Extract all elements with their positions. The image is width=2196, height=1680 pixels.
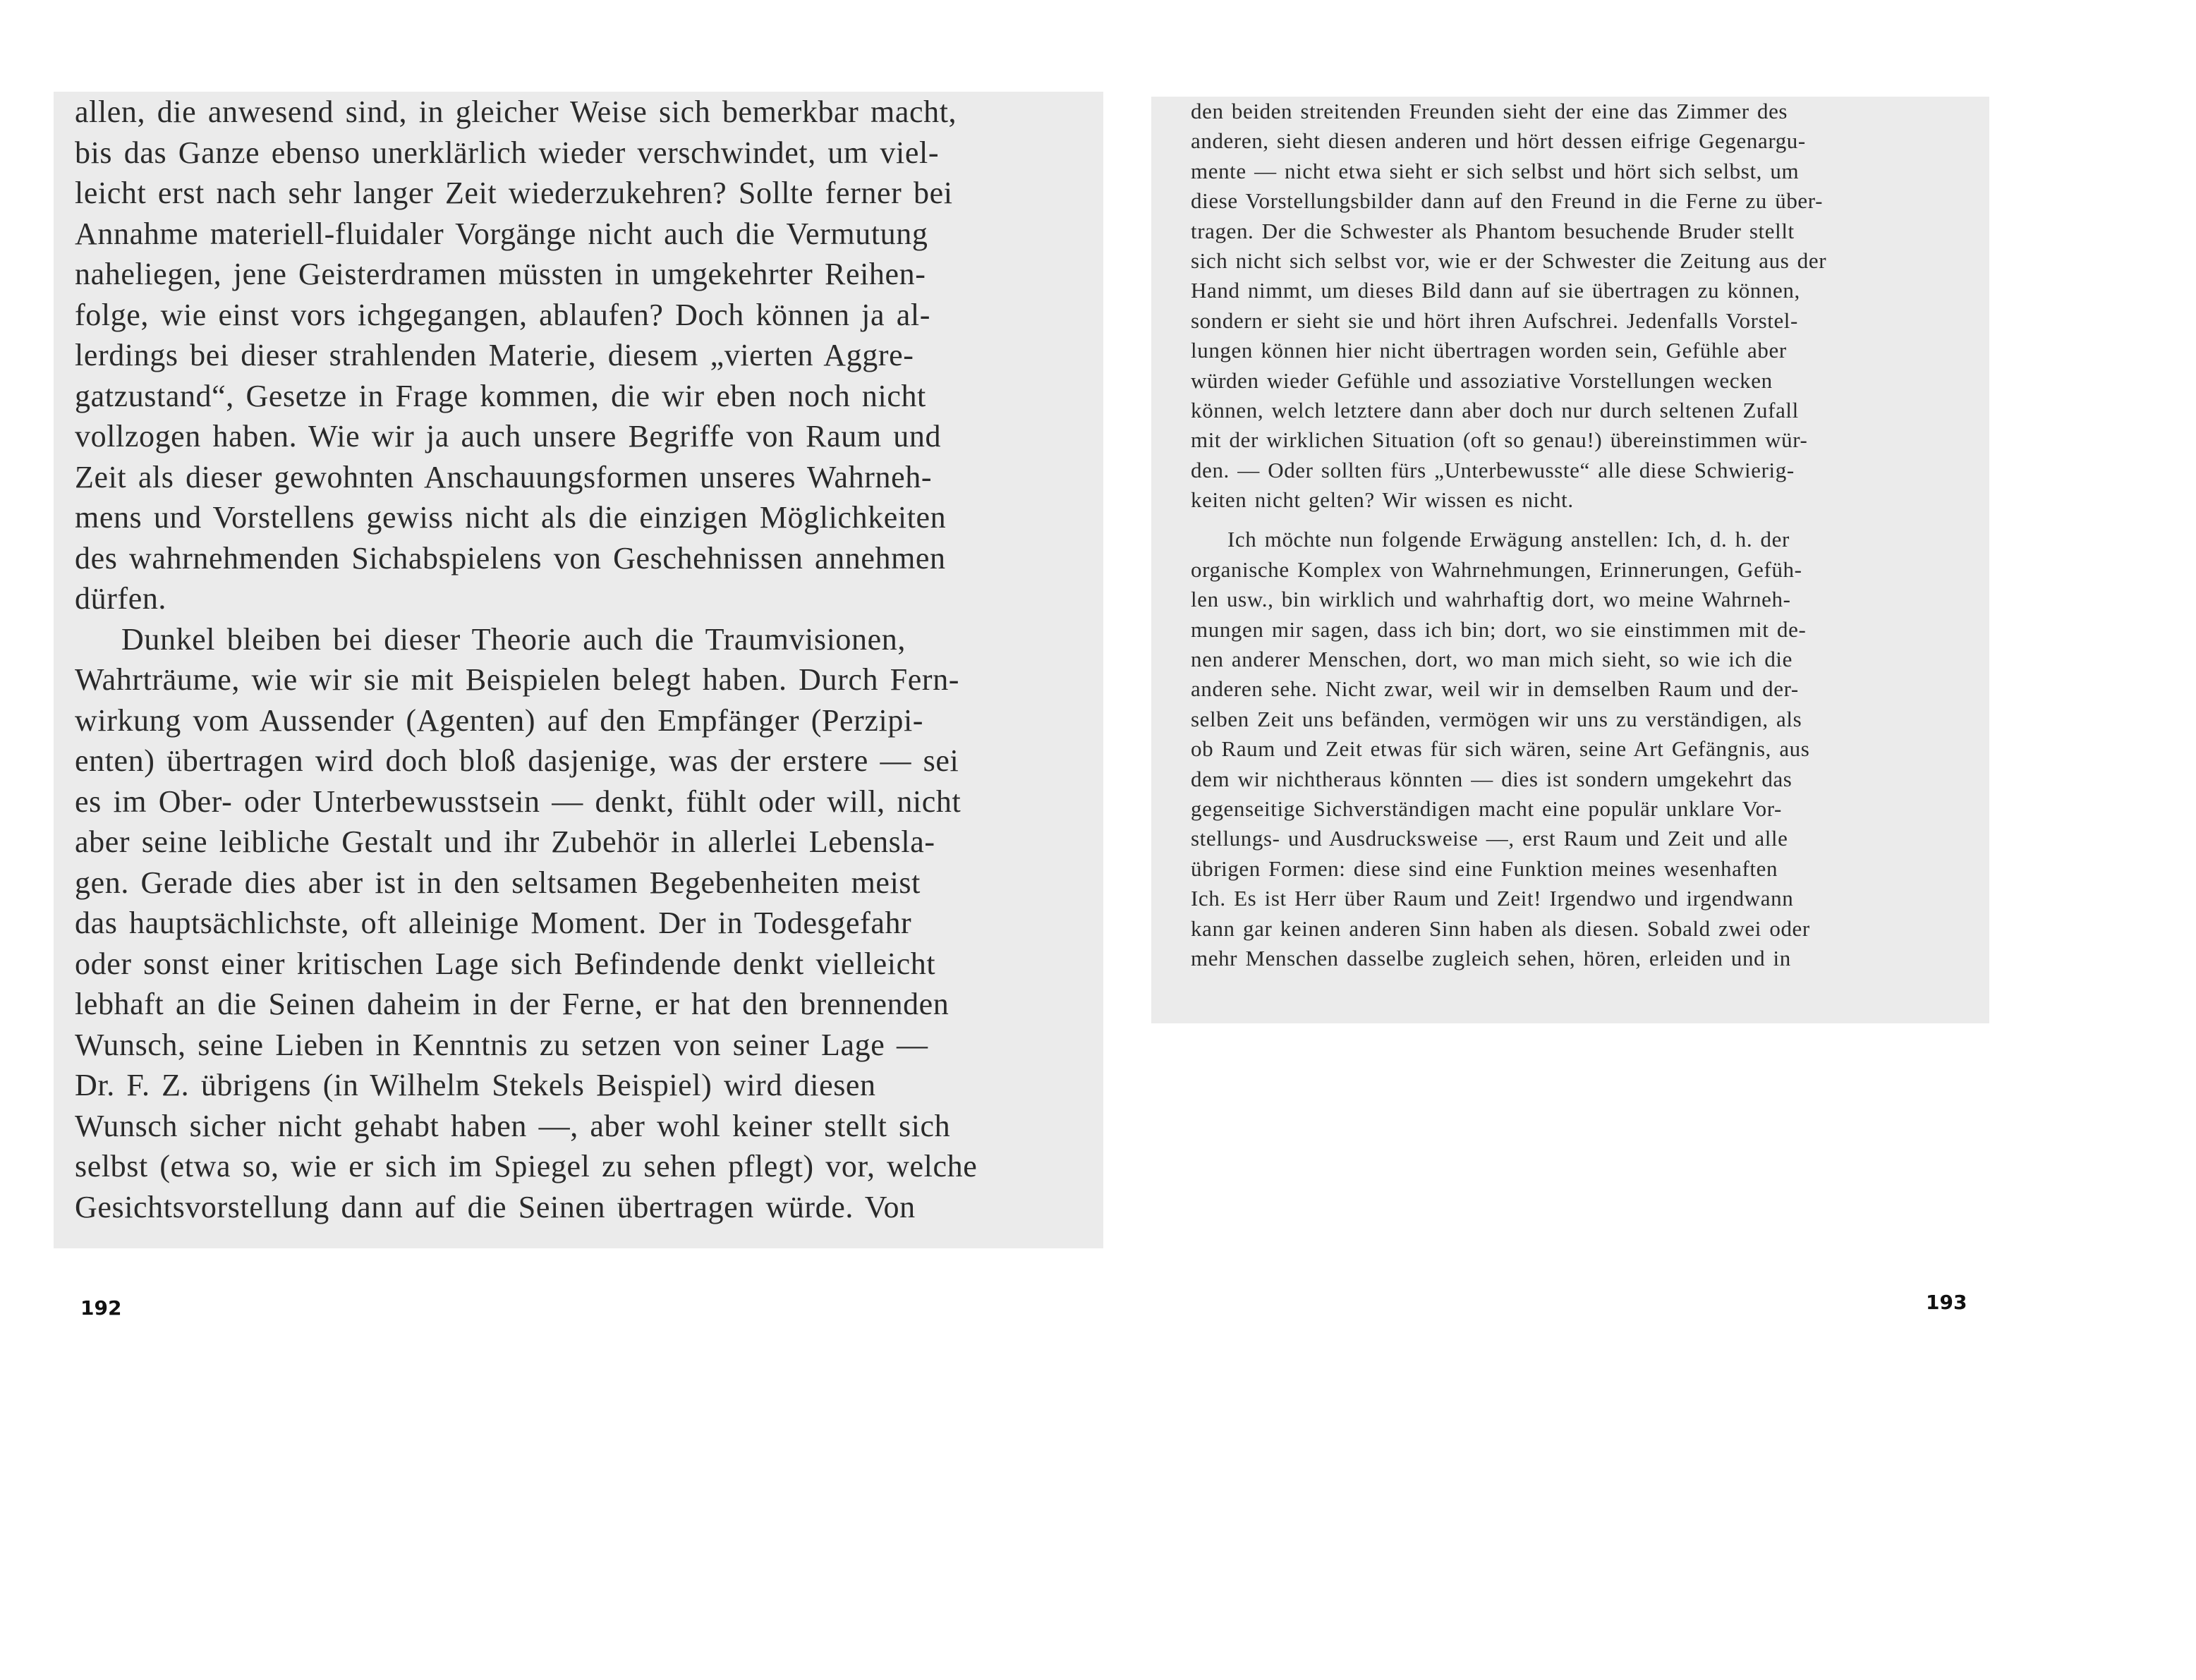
text-line: Wahrträume, wie wir sie mit Beispielen belegt haben. Durch Fern- bbox=[75, 662, 960, 697]
text-line: len usw., bin wirklich und wahrhaftig dort, wo meine Wahrneh- bbox=[1191, 587, 1791, 612]
text-line: selbst (etwa so, wie er sich im Spiegel zu sehen pflegt) vor, welche bbox=[75, 1149, 978, 1183]
text-line: enten) übertragen wird doch bloß dasjenige, was der erstere — sei bbox=[75, 743, 959, 778]
text-line: organische Komplex von Wahrnehmungen, Erinnerungen, Gefüh- bbox=[1191, 556, 1802, 582]
paragraph-gap bbox=[1191, 515, 1972, 525]
text-line: dem wir nichtheraus könnten — dies ist sondern umgekehrt das bbox=[1191, 766, 1792, 791]
text-line: Gesichtsvorstellung dann auf die Seinen übertragen würde. Von bbox=[75, 1189, 916, 1224]
text-line: es im Ober- oder Unterbewusstsein — denkt, fühlt oder will, nicht bbox=[75, 784, 961, 819]
text-line: Zeit als dieser gewohnten Anschauungsformen unseres Wahrneh- bbox=[75, 459, 933, 494]
text-line: sich nicht sich selbst vor, wie er der Schwester die Zeitung aus der bbox=[1191, 248, 1827, 273]
text-line: können, welch letztere dann aber doch nur durch seltenen Zufall bbox=[1191, 397, 1799, 422]
paragraph-start-line: Dunkel bleiben bei dieser Theorie auch die Traumvisionen, bbox=[121, 621, 906, 657]
text-line: oder sonst einer kritischen Lage sich Befindende denkt vielleicht bbox=[75, 946, 936, 981]
text-line: gen. Gerade dies aber ist in den seltsamen Begebenheiten meist bbox=[75, 865, 921, 900]
text-line: diese Vorstellungsbilder dann auf den Freund in die Ferne zu über- bbox=[1191, 188, 1824, 214]
text-line: lungen können hier nicht übertragen worden sein, Gefühle aber bbox=[1191, 338, 1787, 363]
text-line: wirkung vom Aussender (Agenten) auf den Empfänger (Perzipi- bbox=[75, 702, 924, 738]
text-line: stellungs- und Ausdrucksweise —, erst Raum und Zeit und alle bbox=[1191, 826, 1788, 851]
text-line: lebhaft an die Seinen daheim in der Ferne, er hat den brennenden bbox=[75, 987, 950, 1021]
text-line: Wunsch, seine Lieben in Kenntnis zu setzen von seiner Lage — bbox=[75, 1027, 928, 1062]
text-line: Ich. Es ist Herr über Raum und Zeit! Irgendwo und irgendwann bbox=[1191, 886, 1794, 911]
text-line: den beiden streitenden Freunden sieht der eine das Zimmer des bbox=[1191, 99, 1788, 123]
text-line: leicht erst nach sehr langer Zeit wiederzukehren? Sollte ferner bei bbox=[75, 176, 953, 210]
text-line: Annahme materiell-fluidaler Vorgänge nicht auch die Vermutung bbox=[75, 216, 928, 251]
text-line: mungen mir sagen, dass ich bin; dort, wo sie einstimmen mit de- bbox=[1191, 616, 1807, 642]
text-line: folge, wie einst vors ichgegangen, ablaufen? Doch können ja al- bbox=[75, 297, 930, 332]
text-line: lerdings bei dieser strahlenden Materie, diesem „vierten Aggre- bbox=[75, 338, 914, 372]
text-line: gegenseitige Sichverständigen macht eine populär unklare Vor- bbox=[1191, 796, 1782, 821]
text-line: dürfen. bbox=[75, 581, 167, 616]
text-line: Wunsch sicher nicht gehabt haben —, aber wohl keiner stellt sich bbox=[75, 1108, 951, 1143]
text-line: den. — Oder sollten fürs „Unterbewusste“ alle diese Schwierig- bbox=[1191, 457, 1795, 482]
right-page-scan bbox=[1151, 97, 1989, 1023]
text-line: bis das Ganze ebenso unerklärlich wieder verschwindet, um viel- bbox=[75, 135, 940, 170]
page-number-left: 192 bbox=[80, 1296, 122, 1320]
text-line: sondern er sieht sie und hört ihren Aufschrei. Jedenfalls Vorstel- bbox=[1191, 308, 1798, 333]
text-line: anderen sehe. Nicht zwar, weil wir in demselben Raum und der- bbox=[1191, 676, 1799, 702]
text-line: mit der wirklichen Situation (oft so genau!) übereinstimmen wür- bbox=[1191, 427, 1808, 453]
page-number-right: 193 bbox=[1926, 1291, 1967, 1314]
text-line: nen anderer Menschen, dort, wo man mich sieht, so wie ich die bbox=[1191, 647, 1792, 672]
text-line: gatzustand“, Gesetze in Frage kommen, die wir eben noch nicht bbox=[75, 378, 926, 413]
text-line: naheliegen, jene Geisterdramen müssten in umgekehrter Reihen- bbox=[75, 257, 926, 291]
text-line: mehr Menschen dasselbe zugleich sehen, hören, erleiden und in bbox=[1191, 945, 1791, 970]
text-line: keiten nicht gelten? Wir wissen es nicht. bbox=[1191, 487, 1574, 513]
text-line: allen, die anwesend sind, in gleicher Weise sich bemerkbar macht, bbox=[75, 95, 957, 129]
text-line: Dr. F. Z. übrigens (in Wilhelm Stekels Beispiel) wird diesen bbox=[75, 1068, 876, 1102]
text-line: des wahrnehmenden Sichabspielens von Geschehnissen annehmen bbox=[75, 540, 946, 576]
left-page-scan bbox=[54, 92, 1103, 1248]
text-line: mente — nicht etwa sieht er sich selbst und hört sich selbst, um bbox=[1191, 158, 1800, 183]
text-line: vollzogen haben. Wie wir ja auch unsere Begriffe von Raum und bbox=[75, 419, 942, 454]
text-line: mens und Vorstellens gewiss nicht als die einzigen Möglichkeiten bbox=[75, 500, 947, 535]
text-line: Hand nimmt, um dieses Bild dann auf sie übertragen zu können, bbox=[1191, 278, 1800, 303]
text-line: tragen. Der die Schwester als Phantom besuchende Bruder stellt bbox=[1191, 218, 1795, 243]
text-line: würden wieder Gefühle und assoziative Vorstellungen wecken bbox=[1191, 367, 1773, 393]
text-line: anderen, sieht diesen anderen und hört dessen eifrige Gegenargu- bbox=[1191, 128, 1806, 154]
text-line: selben Zeit uns befänden, vermögen wir uns zu verständigen, als bbox=[1191, 706, 1802, 731]
text-line: übrigen Formen: diese sind eine Funktion meines wesenhaften bbox=[1191, 856, 1778, 881]
paragraph-start-line: Ich möchte nun folgende Erwägung anstellen: Ich, d. h. der bbox=[1227, 527, 1790, 552]
text-line: das hauptsächlichste, oft alleinige Moment. Der in Todesgefahr bbox=[75, 906, 912, 940]
text-line: ob Raum und Zeit etwas für sich wären, seine Art Gefängnis, aus bbox=[1191, 736, 1810, 762]
text-line: kann gar keinen anderen Sinn haben als diesen. Sobald zwei oder bbox=[1191, 915, 1810, 941]
text-line: aber seine leibliche Gestalt und ihr Zubehör in allerlei Lebensla- bbox=[75, 824, 935, 859]
